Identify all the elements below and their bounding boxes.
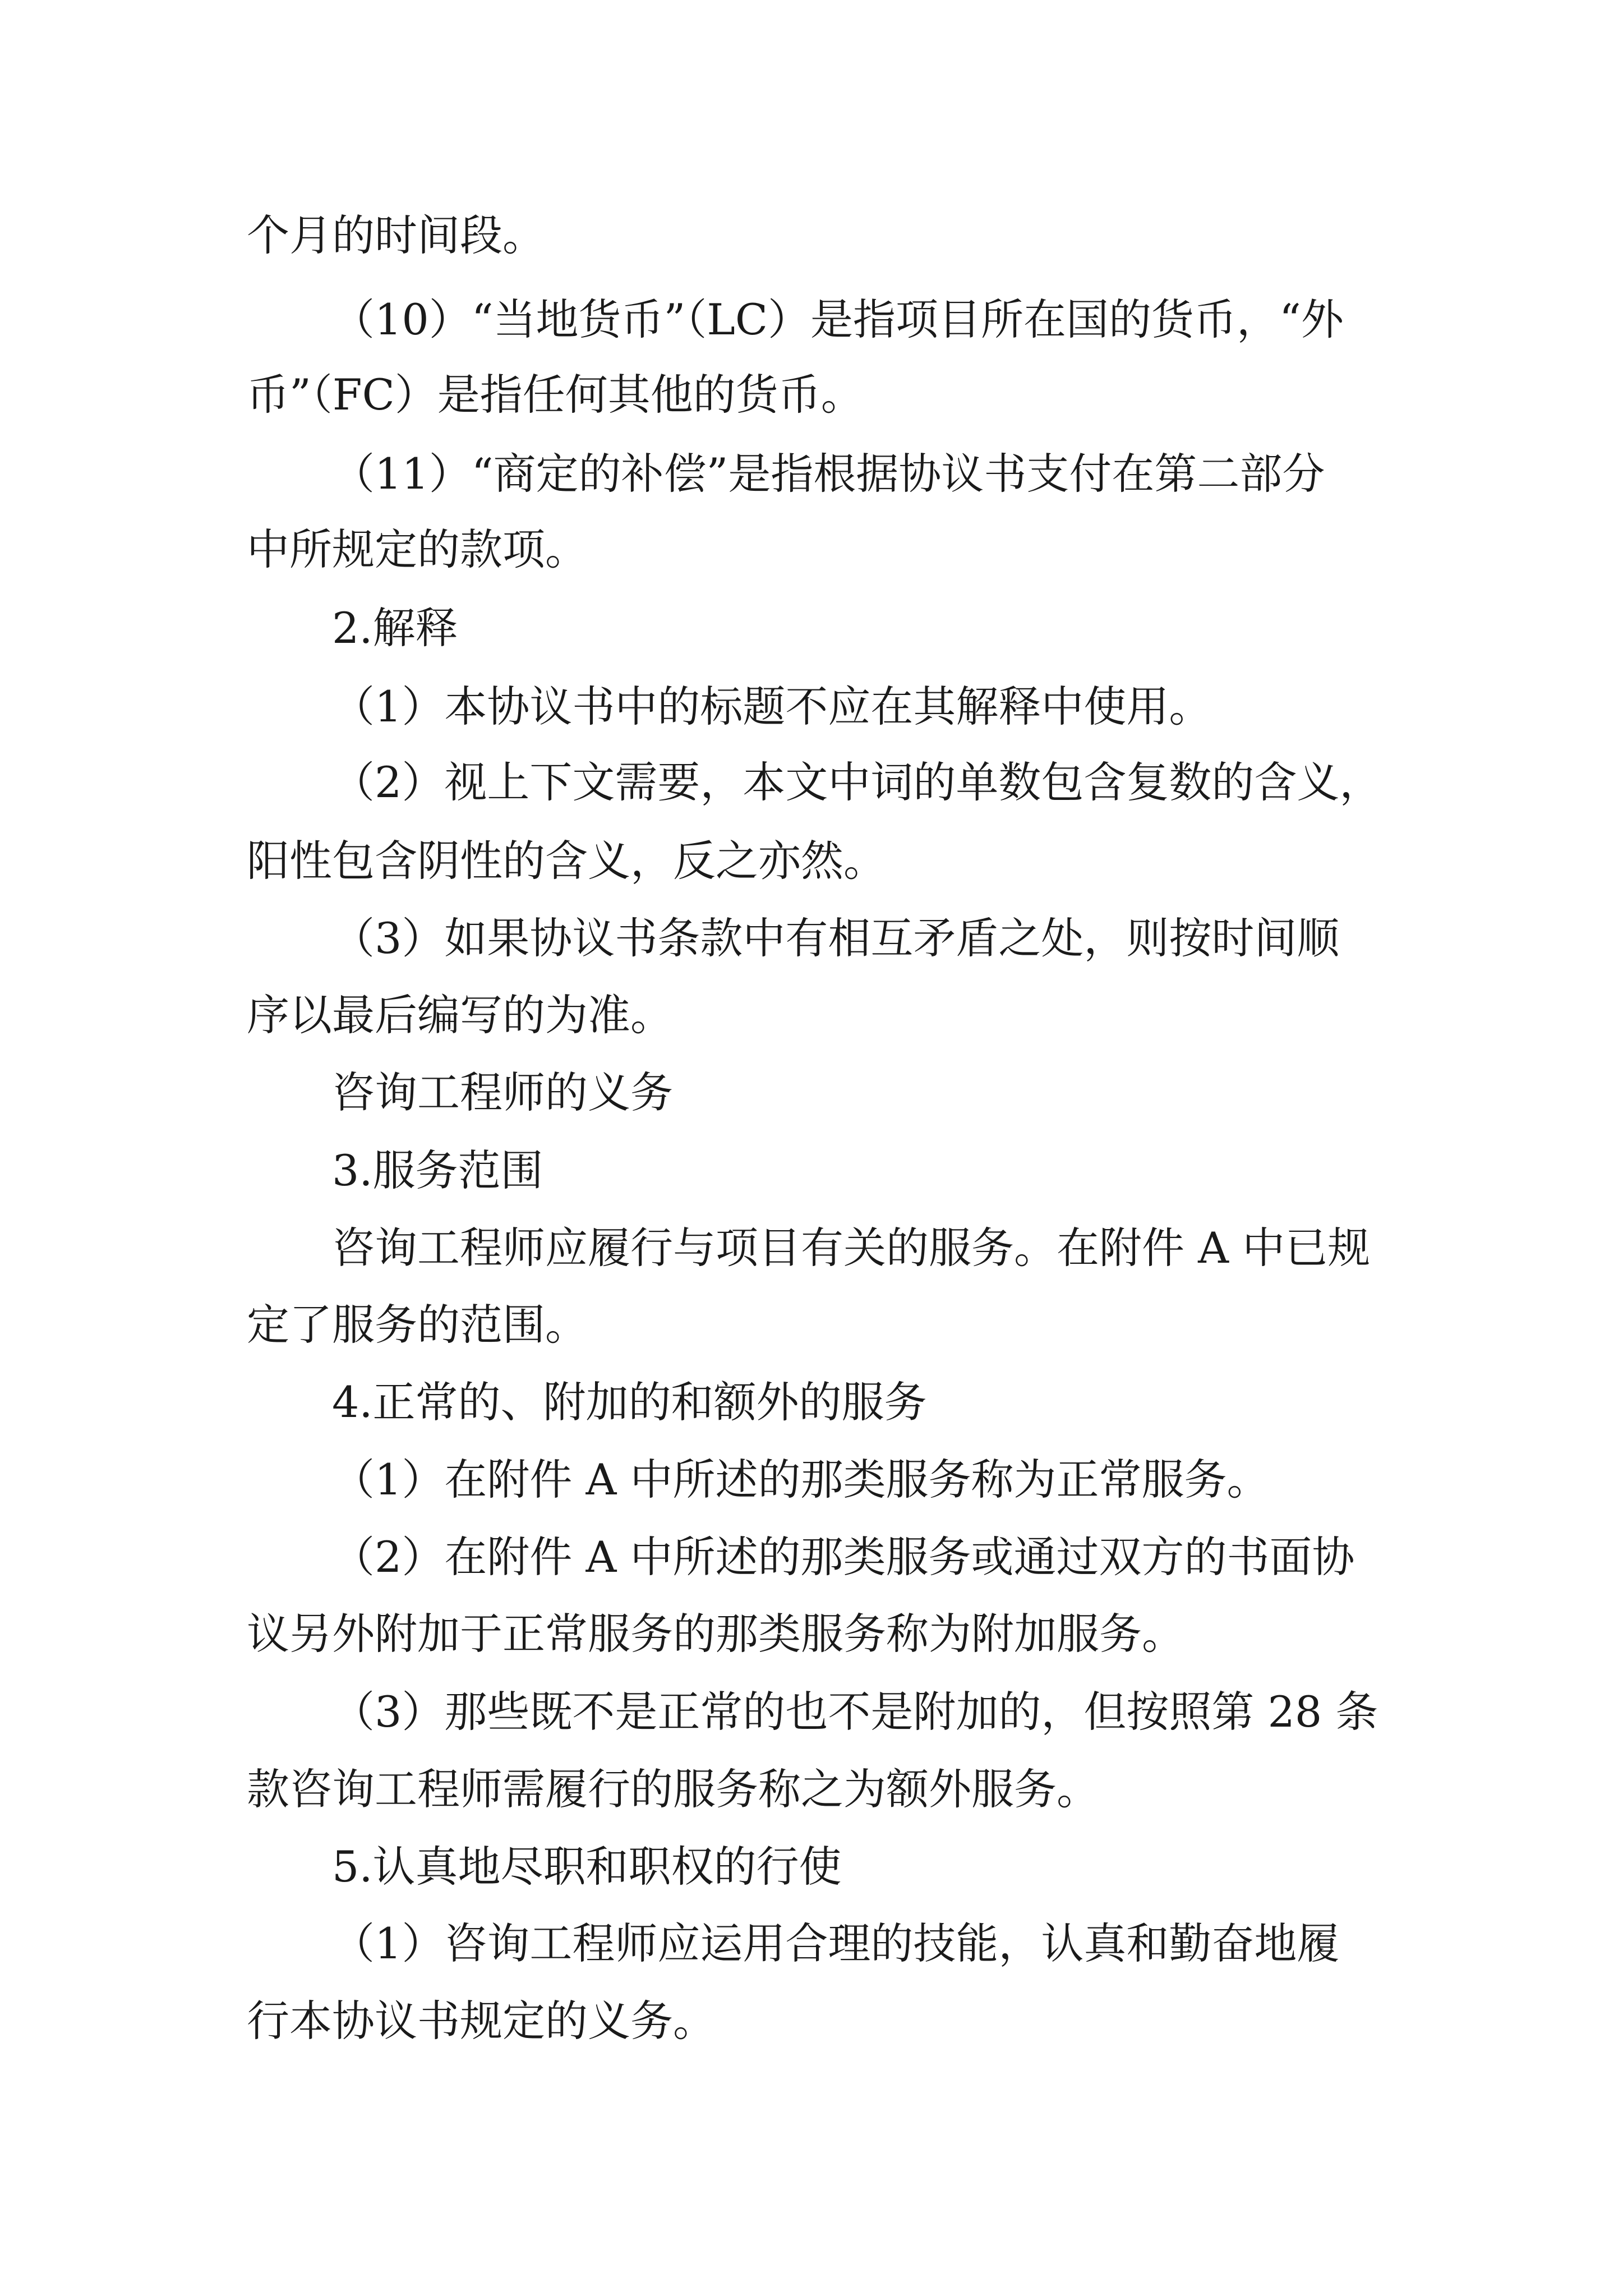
text-line: 序以最后编写的为准。	[247, 990, 673, 1040]
text-line: （3）如果协议书条款中有相互矛盾之处，则按时间顺	[332, 913, 1340, 963]
section-heading: 2.解释	[332, 603, 458, 653]
text-line: 阳性包含阴性的含义，反之亦然。	[247, 836, 886, 886]
section-heading: 3.服务范围	[332, 1145, 543, 1195]
text-line: 定了服务的范围。	[247, 1300, 588, 1350]
text-line: 中所规定的款项。	[247, 524, 588, 574]
text-line: （10）“当地货币”（LC）是指项目所在国的货币，“外	[332, 295, 1344, 344]
chapter-heading: 咨询工程师的义务	[332, 1068, 673, 1117]
text-line: 款咨询工程师需履行的服务称之为额外服务。	[247, 1764, 1099, 1814]
section-heading: 4.正常的、附加的和额外的服务	[332, 1377, 927, 1427]
text-line: （1）本协议书中的标题不应在其解释中使用。	[332, 682, 1212, 731]
text-line: （1）咨询工程师应运用合理的技能，认真和勤奋地履	[332, 1918, 1340, 1968]
text-line: 个月的时间段。	[247, 210, 545, 260]
text-line: （11）“商定的补偿”是指根据协议书支付在第二部分	[332, 449, 1325, 499]
text-line: （2）在附件 A 中所述的那类服务或通过双方的书面协	[332, 1532, 1355, 1582]
text-line: 币”（FC）是指任何其他的货币。	[247, 370, 864, 420]
text-line: （1）在附件 A 中所述的那类服务称为正常服务。	[332, 1455, 1270, 1504]
text-line: （2）视上下文需要，本文中词的单数包含复数的含义，	[332, 757, 1382, 807]
section-heading: 5.认真地尽职和职权的行使	[332, 1842, 842, 1892]
text-line: 行本协议书规定的义务。	[247, 1996, 716, 2046]
text-line: （3）那些既不是正常的也不是附加的，但按照第 28 条	[332, 1687, 1378, 1737]
text-line: 咨询工程师应履行与项目有关的服务。在附件 A 中已规	[332, 1223, 1371, 1273]
text-line: 议另外附加于正常服务的那类服务称为附加服务。	[247, 1609, 1184, 1659]
